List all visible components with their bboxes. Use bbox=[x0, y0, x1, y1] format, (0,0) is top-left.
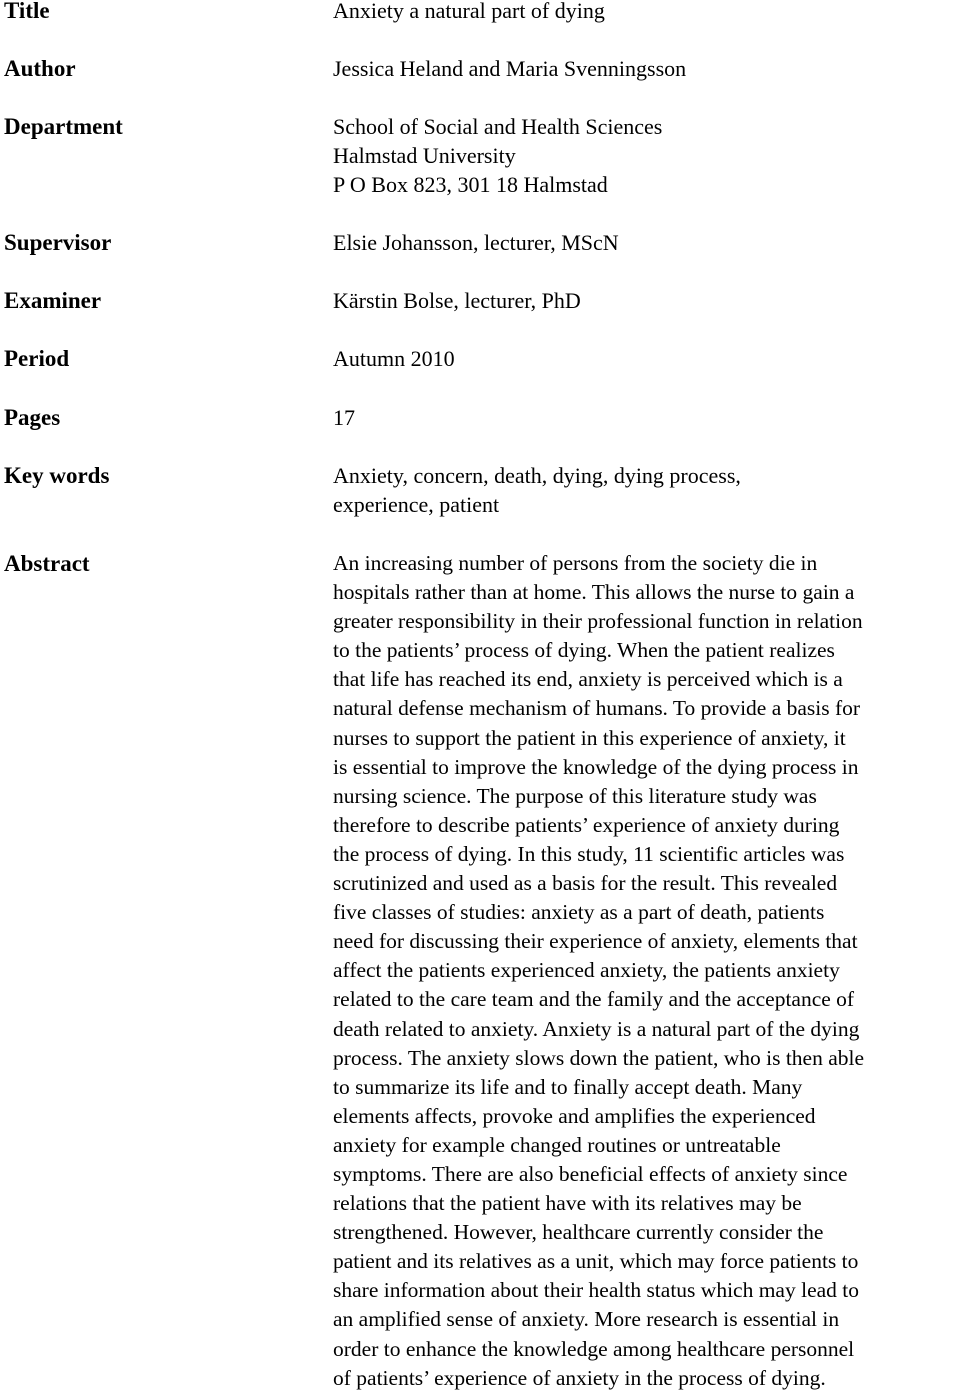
abstract-line: strengthened. However, healthcare currently consider the bbox=[333, 1220, 824, 1245]
abstract-line: share information about their health status which may lead to bbox=[333, 1278, 860, 1303]
abstract-line: to summarize its life and to finally accept death. Many bbox=[333, 1074, 803, 1099]
author-value: Jessica Heland and Maria Svenningsson bbox=[333, 56, 687, 81]
examiner-value: Kärstin Bolse, lecturer, PhD bbox=[333, 288, 581, 313]
author-label: Author bbox=[4, 56, 76, 81]
pages-value: 17 bbox=[333, 405, 355, 430]
abstract-line: order to enhance the knowledge among healthcare personnel bbox=[333, 1336, 855, 1361]
keywords-label: Key words bbox=[4, 463, 110, 488]
abstract-line: affect the patients experienced anxiety, the patients anxiety bbox=[333, 958, 840, 983]
abstract-line: related to the care team and the family and the acceptance of bbox=[333, 987, 855, 1012]
abstract-line: to the patients’ process of dying. When the patient realizes bbox=[333, 638, 835, 663]
keywords-line: experience, patient bbox=[333, 492, 500, 517]
abstract-line: relations that the patient have with its relatives may be bbox=[333, 1191, 802, 1216]
abstract-line: greater responsibility in their professional function in relation bbox=[333, 609, 863, 634]
examiner-label: Examiner bbox=[4, 288, 102, 313]
abstract-text bbox=[333, 549, 959, 1393]
keywords-value bbox=[333, 461, 741, 519]
department-line: Halmstad University bbox=[333, 143, 516, 168]
supervisor-label: Supervisor bbox=[4, 230, 112, 255]
abstract-line: patient and its relatives as a unit, which may force patients to bbox=[333, 1249, 859, 1274]
supervisor-value: Elsie Johansson, lecturer, MScN bbox=[333, 230, 619, 255]
abstract-line: therefore to describe patients’ experience of anxiety during bbox=[333, 812, 840, 837]
abstract-line: nursing science. The purpose of this literature study was bbox=[333, 783, 817, 808]
abstract-line: death related to anxiety. Anxiety is a natural part of the dying bbox=[333, 1016, 860, 1041]
abstract-line: nurses to support the patient in this experience of anxiety, it bbox=[333, 725, 846, 750]
abstract-line: of patients’ experience of anxiety in the process of dying. bbox=[333, 1365, 826, 1390]
abstract-line: hospitals rather than at home. This allows the nurse to gain a bbox=[333, 580, 855, 605]
pages-label: Pages bbox=[4, 405, 61, 430]
abstract-line: scrutinized and used as a basis for the result. This revealed bbox=[333, 871, 838, 896]
abstract-line: An increasing number of persons from the society die in bbox=[333, 551, 818, 575]
abstract-line: need for discussing their experience of anxiety, elements that bbox=[333, 929, 858, 954]
title-label: Title bbox=[4, 0, 50, 23]
abstract-line: five classes of studies: anxiety as a part of death, patients bbox=[333, 900, 825, 925]
abstract-line: is essential to improve the knowledge of the dying process in bbox=[333, 754, 859, 779]
abstract-line: the process of dying. In this study, 11 scientific articles was bbox=[333, 841, 845, 866]
department-value bbox=[333, 112, 662, 199]
abstract-line: symptoms. There are also beneficial effects of anxiety since bbox=[333, 1161, 848, 1186]
abstract-label: Abstract bbox=[4, 551, 90, 576]
abstract-line: an amplified sense of anxiety. More research is essential in bbox=[333, 1307, 840, 1332]
period-label: Period bbox=[4, 346, 70, 371]
abstract-line: elements affects, provoke and amplifies the experienced bbox=[333, 1103, 816, 1128]
abstract-line: process. The anxiety slows down the patient, who is then able bbox=[333, 1045, 865, 1070]
abstract-line: natural defense mechanism of humans. To provide a basis for bbox=[333, 696, 861, 721]
department-line: P O Box 823, 301 18 Halmstad bbox=[333, 172, 608, 197]
keywords-line: Anxiety, concern, death, dying, dying process, bbox=[333, 463, 741, 488]
department-label: Department bbox=[4, 114, 123, 139]
abstract-line: that life has reached its end, anxiety is perceived which is a bbox=[333, 667, 843, 692]
period-value: Autumn 2010 bbox=[333, 346, 455, 371]
abstract-line: anxiety for example changed routines or untreatable bbox=[333, 1132, 781, 1157]
title-value: Anxiety a natural part of dying bbox=[333, 0, 605, 23]
department-line: School of Social and Health Sciences bbox=[333, 114, 663, 139]
